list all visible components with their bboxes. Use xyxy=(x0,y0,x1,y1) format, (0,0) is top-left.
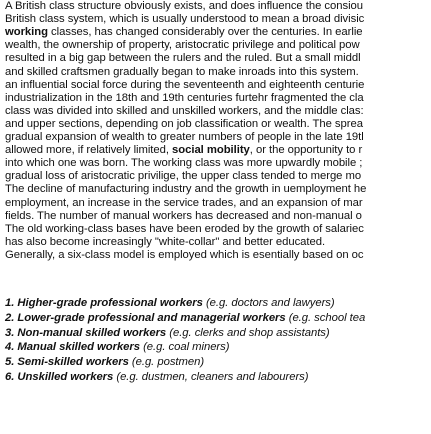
class-list-item-example: (e.g. dustmen, cleaners and labourers) xyxy=(116,371,309,383)
paragraph-text: classes, has changed considerably over the centuries. In earlie xyxy=(47,26,363,39)
class-list-item xyxy=(5,356,204,369)
paragraph-line xyxy=(5,39,360,52)
paragraph-text: British class system, which is usually understood to mean a broad divisic xyxy=(5,13,365,26)
paragraph-line xyxy=(5,170,361,183)
paragraph-line xyxy=(5,223,364,236)
paragraph-text: , or the opportunity to r xyxy=(249,144,363,157)
class-list-item-title: 2. Lower-grade professional and managerial workers xyxy=(5,311,286,324)
paragraph-text: Generally, a six-class model is employed which is esentially based on oc xyxy=(5,248,364,261)
paragraph-text: gradual loss of aristocratic privilige, the upper class tended to merge mo xyxy=(5,170,362,183)
paragraph-line xyxy=(5,118,363,131)
class-list-item-title: 4. Manual skilled workers xyxy=(5,341,140,354)
paragraph-text: fields. The number of manual workers has decreased and non-manual o xyxy=(5,209,362,222)
class-list-item xyxy=(5,371,309,384)
paragraph-line xyxy=(5,0,363,13)
paragraph-line xyxy=(5,52,361,65)
paragraph-text: allowed more, if relatively limited, xyxy=(5,144,173,157)
paragraph-text: gradual expansion of wealth to greater numbers of people in the late 19tl xyxy=(5,131,364,143)
class-list-item xyxy=(5,327,330,340)
paragraph-line xyxy=(5,157,362,170)
paragraph-text: The old working-class bases have been eroded by the growth of salariec xyxy=(5,222,364,235)
paragraph-line xyxy=(5,66,359,79)
paragraph-text: an influential social force during the seventeenth and eighteenth centurie xyxy=(5,78,365,91)
paragraph-line xyxy=(5,105,364,118)
class-list-item-title: 1. Higher-grade professional workers xyxy=(5,297,203,309)
paragraph-line xyxy=(5,197,363,210)
paragraph-line xyxy=(5,210,362,223)
paragraph-text: industrialization in the 18th and 19th centuries furtehr fragmented the cla xyxy=(5,91,364,104)
paragraph-line xyxy=(5,249,364,262)
class-list-item-title: 3. Non-manual skilled workers xyxy=(5,326,167,339)
class-list-item xyxy=(5,312,365,325)
class-list-item-title: 6. Unskilled workers xyxy=(5,371,114,383)
paragraph-text: and upper sections, depending on job classification or wealth. The sprea xyxy=(5,117,363,130)
paragraph-text: resulted in a big gap between the rulers and the ruled. But a small middl xyxy=(5,52,361,65)
class-list-item xyxy=(5,341,229,354)
paragraph-text: The decline of manufacturing industry and the growth in uemployment he xyxy=(5,183,367,196)
class-list-item-example: (e.g. coal miners) xyxy=(143,341,230,354)
paragraph-text: has also become increasingly "white-collar" and better educated. xyxy=(5,235,326,248)
paragraph-line xyxy=(5,236,325,249)
class-list-item-title: 5. Semi-skilled workers xyxy=(5,356,129,369)
paragraph-line xyxy=(5,131,364,144)
paragraph-text: employment, an increase in the service trades, and an expansion of mar xyxy=(5,196,363,209)
paragraph-text: and skilled craftsmen gradually began to make inroads into this system. xyxy=(5,65,359,78)
paragraph-text: into which one was born. The working class was more upwardly mobile ; xyxy=(5,157,363,170)
paragraph-line xyxy=(5,183,366,196)
paragraph-line xyxy=(5,92,364,105)
paragraph-text: A British class structure obviously exists, and does influence the consiou xyxy=(5,0,363,12)
bold-term: working xyxy=(5,26,48,39)
paragraph-line xyxy=(5,13,364,26)
class-list-item-example: (e.g. school tea xyxy=(288,311,366,324)
paragraph-line xyxy=(5,144,362,157)
class-list-item xyxy=(5,297,335,310)
class-list-item-example: (e.g. postmen) xyxy=(131,356,205,369)
class-list-item-example: (e.g. clerks and shop assistants) xyxy=(169,326,330,339)
class-list-item-example: (e.g. doctors and lawyers) xyxy=(205,297,335,309)
bold-term: social mobility xyxy=(172,144,250,157)
paragraph-line xyxy=(5,26,363,39)
paragraph-text: wealth, the ownership of property, aristocratic privilege and political pow xyxy=(5,39,360,52)
paragraph-line xyxy=(5,79,364,92)
paragraph-text: class was divided into skilled and unskilled workers, and the middle clas: xyxy=(5,104,364,117)
